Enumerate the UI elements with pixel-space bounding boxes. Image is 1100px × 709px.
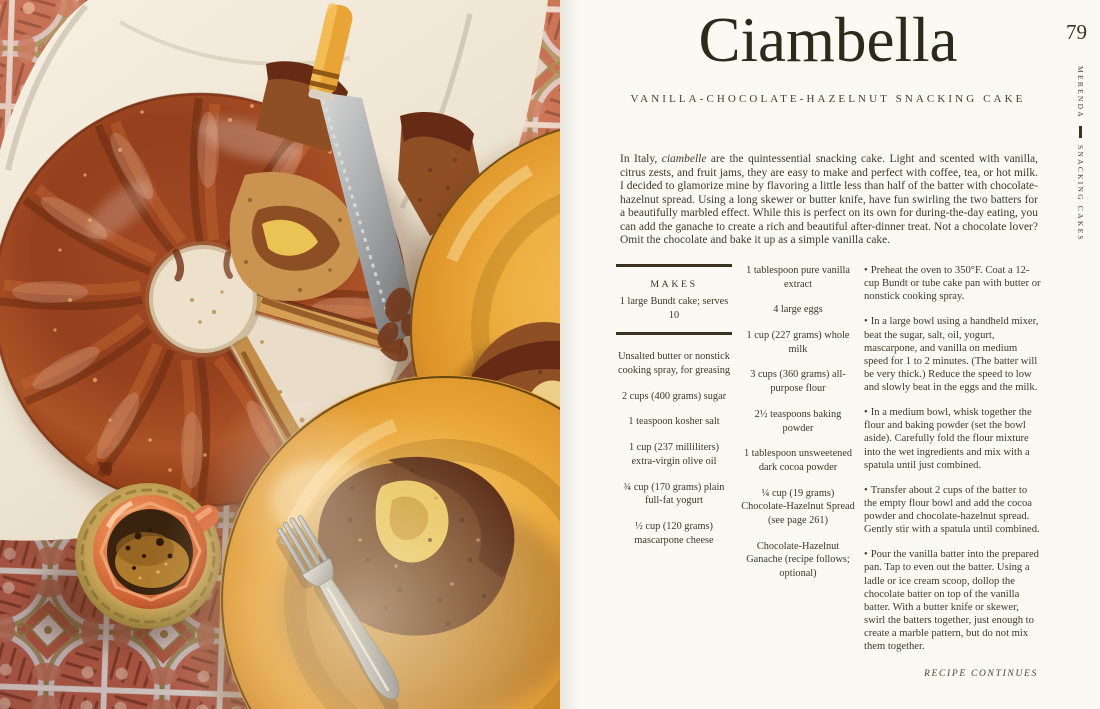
intro-lead: In Italy, <box>620 153 662 165</box>
ingredient-item: 3 cups (360 grams) all-purpose flour <box>750 369 846 395</box>
ingredient-item: ½ cup (120 grams) mascarpone cheese <box>634 520 714 546</box>
instructions-column <box>864 264 1042 665</box>
instruction-step <box>864 315 1042 394</box>
ingredient-item: Chocolate-Hazelnut Ganache (recipe follows; optional) <box>746 540 850 579</box>
ingredient-item: 1 tablespoon unsweetened dark cocoa powder <box>743 448 853 473</box>
recipe-page <box>560 0 1100 709</box>
edge-tab-divider <box>1079 126 1082 138</box>
step-bullet: • <box>864 265 868 276</box>
instruction-step <box>864 406 1042 472</box>
step-bullet: • <box>864 316 868 328</box>
step-text: Preheat the oven to 350°F. Coat a 12-cup Bundt or tube cake pan with butter or nonstick cooking spray. <box>864 265 1041 303</box>
step-bullet: • <box>864 549 868 561</box>
step-text: Pour the vanilla batter into the prepared pan. Tap to even out the batter. Using a ladle or ice cream scoop, dollop the chocolate batter on top of the vanilla batter. With a butter knife or skewer, swirl the batters together, just enough to create a marble pattern, but do not mix them together. <box>864 549 1039 653</box>
ingredient-item: 2 cups (400 grams) sugar <box>621 390 727 402</box>
recipe-subtitle: VANILLA-CHOCOLATE-HAZELNUT SNACKING CAKE <box>630 93 1026 105</box>
ingredient-item: 2½ teaspoons baking powder <box>754 408 842 434</box>
ingredient-item: Unsalted butter or nonstick cooking spray, for greasing <box>618 351 730 377</box>
ingredient-item: ¼ cup (19 grams) Chocolate-Hazelnut Spread (see page 261) <box>741 487 855 526</box>
recipe-columns <box>616 264 1052 665</box>
step-bullet: • <box>864 484 868 496</box>
ingredient-item: ¾ cup (170 grams) plain full-fat yogurt <box>623 481 725 507</box>
instruction-step <box>864 548 1042 653</box>
instruction-step <box>864 484 1042 537</box>
step-text: In a medium bowl, whisk together the flour and baking powder (set the bowl aside). Carefully fold the flour mixture into the wet ingredients and mix with a spatula until just combined. <box>864 407 1032 471</box>
ingredients-column-2 <box>739 264 857 665</box>
makes-label: MAKES <box>650 279 698 290</box>
page-number: 79 <box>1066 20 1087 44</box>
recipe-continues-note: RECIPE CONTINUES <box>923 669 1038 679</box>
intro-italic-term: ciambelle <box>661 153 707 165</box>
edge-tab-chapter: SNACKING CAKES <box>1076 144 1085 242</box>
makes-yield: 1 large Bundt cake; serves 10 <box>619 296 729 321</box>
step-text: In a large bowl using a handheld mixer, beat the sugar, salt, oil, yogurt, mascarpone, and vanilla on medium speed for 1 to 2 minutes. (The batter will be very thick.) Reduce the speed to low and slowly beat in the eggs and the milk. <box>864 316 1039 393</box>
ingredient-item: 1 teaspoon kosher salt <box>628 416 720 428</box>
ingredient-item: 1 cup (227 grams) whole milk <box>746 330 850 355</box>
step-bullet: • <box>864 407 868 419</box>
instruction-step <box>864 264 1042 303</box>
step-text: Transfer about 2 cups of the batter to the empty flour bowl and add the cocoa powder and chocolate-hazelnut spread. Gently stir with a spatula until combined. <box>864 484 1040 536</box>
ingredient-item: 1 tablespoon pure vanilla extract <box>746 265 850 290</box>
ingredient-list-1 <box>616 350 732 547</box>
makes-block <box>616 264 732 335</box>
ingredient-list-2 <box>739 264 857 581</box>
ingredient-item: 1 cup (237 milliliters) extra-virgin olive oil <box>628 442 720 467</box>
edge-tab-section: MERENDA <box>1076 66 1085 119</box>
intro-body: are the quintessential snacking cake. Light and scented with vanilla, citrus zests, and fruit jams, they are easy to make and perfect with coffee, tea, or hot milk. I decided to glamorize mine by flavoring a little less than half of the batter with chocolate-hazelnut spread. Using a long skewer or butter knife, have fun swirling the two batters for a beautifully marbled effect. While this is perfect on its own for during-the-day eating, you can add the ganache to create a rich and beautiful after-dinner treat. Not a chocolate lover? Omit the chocolate and bake it up as a simple vanilla cake. <box>620 153 1038 247</box>
ingredients-column-1 <box>616 264 732 665</box>
intro-paragraph <box>620 153 1038 248</box>
page-title: Ciambella <box>698 5 958 75</box>
ingredient-item: 4 large eggs <box>773 304 823 316</box>
edge-tab <box>1076 66 1085 242</box>
